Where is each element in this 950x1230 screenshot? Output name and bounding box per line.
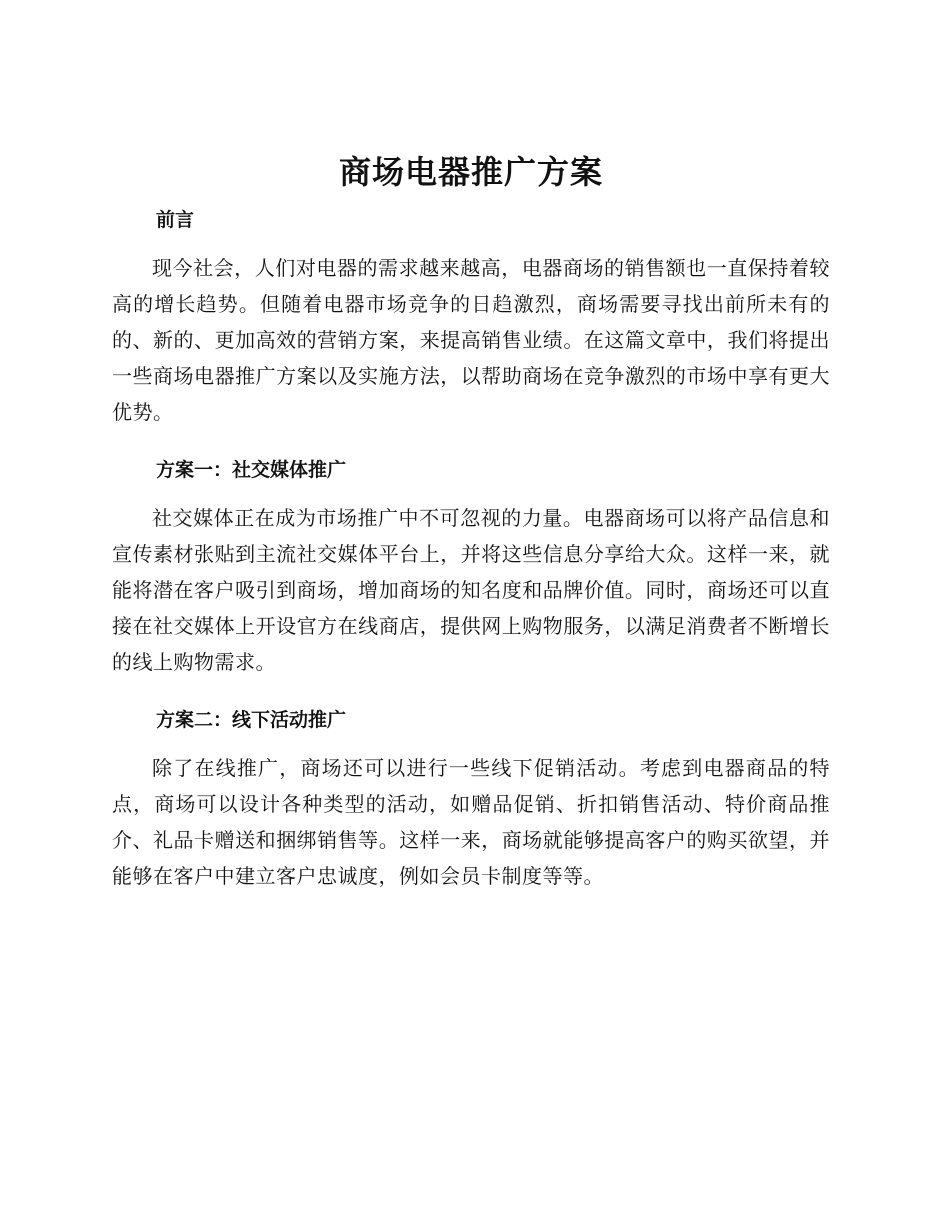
- section-preface: [112, 206, 830, 430]
- section-paragraph: 社交媒体正在成为市场推广中不可忽视的力量。电器商场可以将产品信息和宣传素材张贴到主流社交媒体平台上，并将这些信息分享给大众。这样一来，就能将潜在客户吸引到商场，增加商场的知名度和品牌价值。同时，商场还可以直接在社交媒体上开设官方在线商店，提供网上购物服务，以满足消费者不断增长的线上购物需求。: [112, 506, 830, 674]
- section-heading: 方案一：社交媒体推广: [156, 459, 347, 481]
- document-title: 商场电器推广方案: [338, 153, 603, 191]
- section-plan-one: [112, 456, 830, 680]
- section-heading: 方案二：线下活动推广: [156, 709, 347, 731]
- section-paragraph: 除了在线推广，商场还可以进行一些线下促销活动。考虑到电器商品的特点，商场可以设计各种类型的活动，如赠品促销、折扣销售活动、特价商品推介、礼品卡赠送和捆绑销售等。这样一来，商场就能够提高客户的购买欲望，并能够在客户中建立客户忠诚度，例如会员卡制度等等。: [112, 756, 830, 888]
- section-plan-two: [112, 706, 830, 894]
- document-page: [112, 148, 830, 920]
- section-paragraph: 现今社会，人们对电器的需求越来越高，电器商场的销售额也一直保持着较高的增长趋势。但随着电器市场竞争的日趋激烈，商场需要寻找出前所未有的的、新的、更加高效的营销方案，来提高销售业绩。在这篇文章中，我们将提出一些商场电器推广方案以及实施方法，以帮助商场在竞争激烈的市场中享有更大优势。: [112, 256, 830, 424]
- section-heading: 前言: [156, 209, 195, 231]
